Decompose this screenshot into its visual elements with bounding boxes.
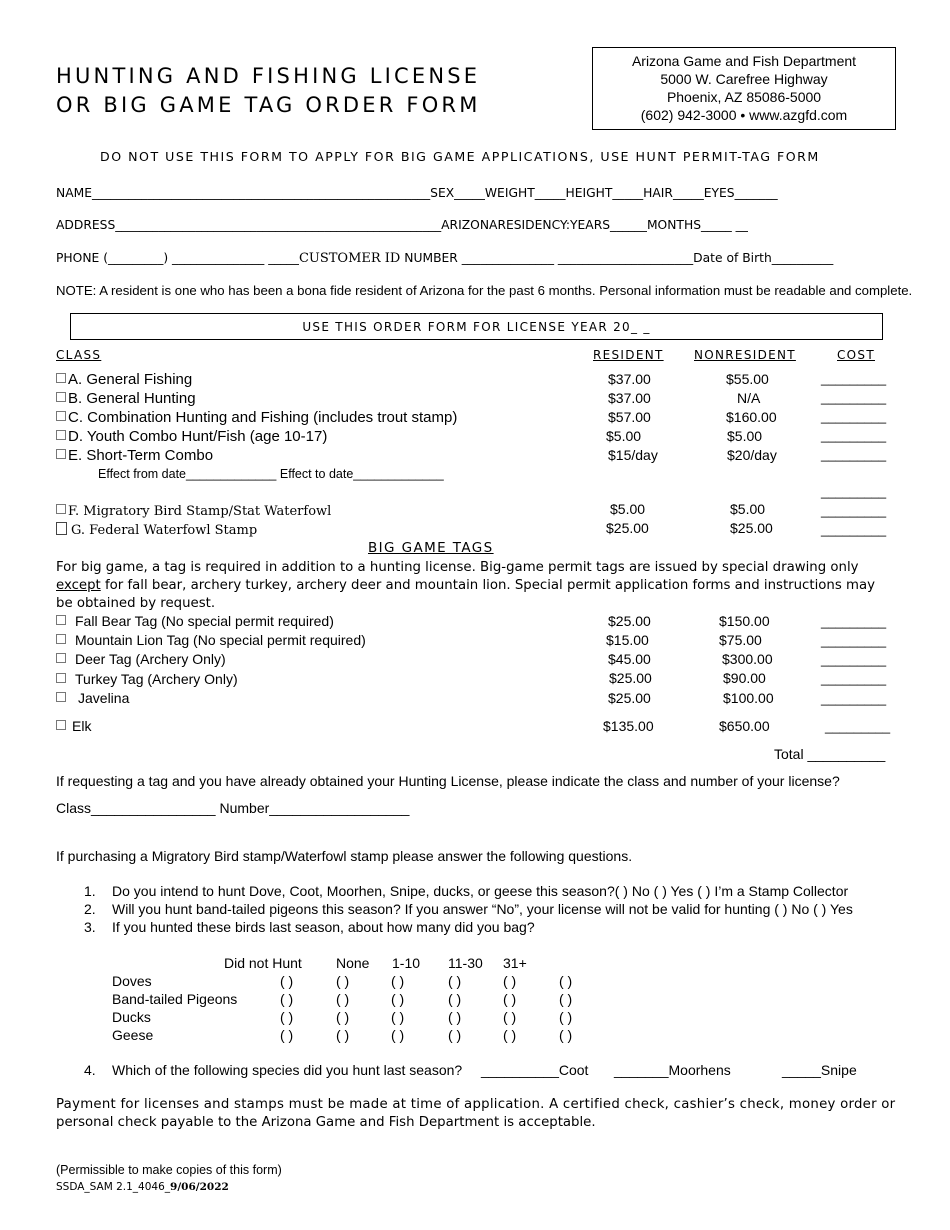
checkbox-icon[interactable]: [56, 692, 66, 702]
resident-price: $25.00: [608, 613, 651, 629]
question-2[interactable]: Will you hunt band-tailed pigeons this season? If you answer “No”, your license will not be valid for hunting ( ) No ( ) Yes: [112, 901, 853, 917]
question-2-number: 2.: [84, 901, 96, 917]
bag-species-label: Ducks: [112, 1009, 151, 1025]
nonresident-price: $5.00: [727, 428, 763, 444]
cost-field[interactable]: _________: [821, 390, 887, 405]
cost-field[interactable]: _________: [821, 371, 887, 386]
cost-field[interactable]: _________: [821, 671, 887, 686]
payment-line-1: Payment for licenses and stamps must be made at time of application. A certified check, cashier’s check, money order or: [56, 1097, 896, 1112]
total-field[interactable]: Total __________: [774, 746, 886, 762]
phone-fields-line[interactable]: [56, 251, 833, 266]
tag-option-fall-bear[interactable]: Fall Bear Tag (No special permit required): [56, 613, 334, 629]
tag-option-javelina[interactable]: Javelina: [56, 690, 129, 706]
column-header-cost: COST: [837, 348, 875, 362]
tag-option-mountain-lion[interactable]: Mountain Lion Tag (No special permit required): [56, 632, 366, 648]
migratory-intro: If purchasing a Migratory Bird stamp/Waterfowl stamp please answer the following questions.: [56, 848, 633, 864]
cost-field[interactable]: _________: [821, 652, 887, 667]
nonresident-price: $100.00: [723, 690, 774, 706]
address-fields-line[interactable]: ADDRESS_____________________________________________________ARIZONARESIDENCY:YEARS______MONTHS_____ __: [56, 218, 748, 232]
cost-field[interactable]: _________: [821, 503, 887, 518]
license-option-e[interactable]: E. Short-Term Combo: [56, 447, 213, 464]
license-year-box[interactable]: USE THIS ORDER FORM FOR LICENSE YEAR 20_ _: [70, 313, 883, 340]
bag-choice[interactable]: ( ): [336, 1009, 350, 1025]
bag-choice[interactable]: ( ): [559, 1009, 573, 1025]
id-dob-fields[interactable]: NUMBER _______________ ______________________Date of Birth__________: [404, 251, 834, 265]
except-text: except: [56, 578, 101, 593]
resident-price: $57.00: [608, 409, 651, 425]
bag-header-none: None: [336, 955, 370, 971]
form-id-code: SSDA_SAM 2.1_4046_: [56, 1181, 171, 1193]
resident-price: $5.00: [610, 501, 646, 517]
checkbox-icon[interactable]: [56, 522, 67, 535]
bag-choice[interactable]: ( ): [391, 991, 405, 1007]
license-question: If requesting a tag and you have already obtained your Hunting License, please indicate the class and number of your license?: [56, 773, 840, 789]
cost-field[interactable]: _________: [821, 633, 887, 648]
question-1-number: 1.: [84, 883, 96, 899]
resident-price: $15/day: [608, 447, 658, 463]
cost-field[interactable]: _________: [821, 484, 887, 499]
form-id: [56, 1181, 229, 1193]
nonresident-price: $300.00: [722, 651, 773, 667]
bag-choice[interactable]: ( ): [448, 1027, 462, 1043]
bag-choice[interactable]: ( ): [280, 1009, 294, 1025]
nonresident-price: $650.00: [719, 718, 770, 734]
bag-species-label: Band-tailed Pigeons: [112, 991, 238, 1007]
bag-choice[interactable]: ( ): [559, 973, 573, 989]
agency-city: Phoenix, AZ 85086-5000: [666, 89, 822, 105]
form-title-line-2: OR BIG GAME TAG ORDER FORM: [56, 93, 481, 117]
nonresident-price: $90.00: [723, 670, 766, 686]
checkbox-icon[interactable]: [56, 392, 66, 402]
license-option-d[interactable]: D. Youth Combo Hunt/Fish (age 10-17): [56, 428, 327, 445]
nonresident-price: $75.00: [719, 632, 762, 648]
nonresident-price: $20/day: [727, 447, 777, 463]
question-3: If you hunted these birds last season, about how many did you bag?: [112, 919, 535, 935]
tag-option-deer[interactable]: Deer Tag (Archery Only): [56, 651, 226, 667]
checkbox-icon[interactable]: [56, 430, 66, 440]
cost-field[interactable]: _________: [821, 522, 887, 537]
checkbox-icon[interactable]: [56, 653, 66, 663]
column-header-resident: RESIDENT: [593, 348, 664, 362]
checkbox-icon[interactable]: [56, 673, 66, 683]
agency-contact: (602) 942-3000 • www.azgfd.com: [640, 107, 848, 123]
checkbox-icon[interactable]: [56, 634, 66, 644]
form-title-line-1: HUNTING AND FISHING LICENSE: [56, 64, 481, 88]
stamp-option-g[interactable]: G. Federal Waterfowl Stamp: [56, 521, 257, 538]
bag-choice[interactable]: ( ): [391, 1027, 405, 1043]
stamp-option-f[interactable]: F. Migratory Bird Stamp/Stat Waterfowl: [56, 502, 331, 519]
customer-id-label: CUSTOMER ID: [298, 251, 401, 266]
copies-note: (Permissible to make copies of this form): [56, 1163, 282, 1177]
bag-choice[interactable]: ( ): [391, 973, 405, 989]
bag-header-11-30: 11-30: [448, 955, 483, 971]
big-game-para-line-3: be obtained by request.: [56, 596, 216, 611]
nonresident-price: $150.00: [719, 613, 770, 629]
license-class-number-fields[interactable]: Class________________ Number__________________: [56, 800, 410, 816]
tag-option-elk[interactable]: Elk: [56, 718, 91, 734]
agency-address-box: [592, 47, 896, 130]
resident-price: $15.00: [606, 632, 649, 648]
snipe-field[interactable]: _____Snipe: [782, 1062, 857, 1078]
bag-choice[interactable]: ( ): [559, 1027, 573, 1043]
resident-price: $25.00: [608, 690, 651, 706]
bag-header-31-plus: 31+: [503, 955, 527, 971]
bag-choice[interactable]: ( ): [503, 1027, 517, 1043]
question-1[interactable]: Do you intend to hunt Dove, Coot, Moorhen, Snipe, ducks, or geese this season?( ) No ( ) Yes ( ) I’m a Stamp Collector: [112, 883, 849, 899]
checkbox-icon[interactable]: [56, 449, 66, 459]
license-option-c[interactable]: C. Combination Hunting and Fishing (includes trout stamp): [56, 409, 457, 426]
resident-price: $25.00: [606, 520, 649, 536]
bag-choice[interactable]: ( ): [280, 973, 294, 989]
notice-line: DO NOT USE THIS FORM TO APPLY FOR BIG GAME APPLICATIONS, USE HUNT PERMIT-TAG FORM: [100, 149, 820, 164]
coot-field[interactable]: __________Coot: [481, 1062, 589, 1078]
cost-field[interactable]: _________: [821, 614, 887, 629]
cost-field[interactable]: _________: [821, 447, 887, 462]
bag-choice[interactable]: ( ): [503, 973, 517, 989]
tag-option-turkey[interactable]: Turkey Tag (Archery Only): [56, 671, 238, 687]
form-date: 9/06/2022: [170, 1181, 229, 1193]
big-game-para-line-2-text: for fall bear, archery turkey, archery deer and mountain lion. Special permit application forms and instructions may: [100, 578, 875, 593]
bag-choice[interactable]: ( ): [559, 991, 573, 1007]
bag-choice[interactable]: ( ): [336, 973, 350, 989]
cost-field[interactable]: _________: [821, 428, 887, 443]
bag-header-did-not-hunt: Did not Hunt: [224, 955, 302, 971]
agency-street: 5000 W. Carefree Highway: [660, 71, 828, 87]
column-header-class: CLASS: [56, 348, 102, 362]
resident-price: $25.00: [609, 670, 652, 686]
agency-name: Arizona Game and Fish Department: [631, 53, 857, 69]
checkbox-icon[interactable]: [56, 373, 66, 383]
payment-line-2: personal check payable to the Arizona Game and Fish Department is acceptable.: [56, 1115, 596, 1130]
license-option-b[interactable]: B. General Hunting: [56, 390, 196, 407]
cost-field[interactable]: _________: [821, 409, 887, 424]
resident-price: $37.00: [608, 371, 651, 387]
bag-choice[interactable]: ( ): [448, 991, 462, 1007]
question-3-number: 3.: [84, 919, 96, 935]
moorhens-field[interactable]: _______Moorhens: [614, 1062, 731, 1078]
checkbox-icon[interactable]: [56, 411, 66, 421]
nonresident-price: $5.00: [730, 501, 766, 517]
question-4: Which of the following species did you hunt last season?: [112, 1062, 463, 1078]
bag-choice[interactable]: ( ): [336, 1027, 350, 1043]
question-4-number: 4.: [84, 1062, 96, 1078]
bag-species-label: Geese: [112, 1027, 154, 1043]
bag-choice[interactable]: ( ): [503, 991, 517, 1007]
bag-choice[interactable]: ( ): [503, 1009, 517, 1025]
big-game-para-line-2: [56, 577, 875, 595]
resident-price: $37.00: [608, 390, 651, 406]
license-option-a[interactable]: A. General Fishing: [56, 371, 192, 388]
cost-field[interactable]: _________: [825, 719, 891, 734]
bag-choice[interactable]: ( ): [336, 991, 350, 1007]
big-game-heading: BIG GAME TAGS: [368, 540, 494, 556]
bag-choice[interactable]: ( ): [391, 1009, 405, 1025]
resident-price: $135.00: [603, 718, 654, 734]
checkbox-icon[interactable]: [56, 504, 66, 514]
bag-header-1-10: 1-10: [392, 955, 421, 971]
checkbox-icon[interactable]: [56, 720, 66, 730]
bag-choice[interactable]: ( ): [448, 1009, 462, 1025]
column-header-nonresident: NONRESIDENT: [694, 348, 796, 362]
nonresident-price: N/A: [737, 390, 761, 406]
checkbox-icon[interactable]: [56, 615, 66, 625]
bag-choice[interactable]: ( ): [448, 973, 462, 989]
nonresident-price: $160.00: [726, 409, 777, 425]
bag-choice[interactable]: ( ): [280, 991, 294, 1007]
bag-choice[interactable]: ( ): [280, 1027, 294, 1043]
cost-field[interactable]: _________: [821, 691, 887, 706]
residency-note: NOTE: A resident is one who has been a bona fide resident of Arizona for the past 6 months. Personal information must be readable and complete.: [56, 283, 913, 298]
resident-price: $5.00: [606, 428, 642, 444]
nonresident-price: $55.00: [726, 371, 769, 387]
bag-species-label: Doves: [112, 973, 152, 989]
effect-date-fields[interactable]: Effect from date_____________ Effect to date_____________: [98, 467, 444, 481]
name-fields-line[interactable]: NAME_______________________________________________________SEX_____WEIGHT_____HEIGHT_____HAIR_____EYES_______: [56, 186, 778, 200]
phone-field[interactable]: PHONE (_________) _______________ _____: [56, 251, 299, 265]
resident-price: $45.00: [608, 651, 651, 667]
big-game-para-line-1: For big game, a tag is required in addition to a hunting license. Big-game permit tags are issued by special drawing only: [56, 560, 859, 575]
nonresident-price: $25.00: [730, 520, 773, 536]
